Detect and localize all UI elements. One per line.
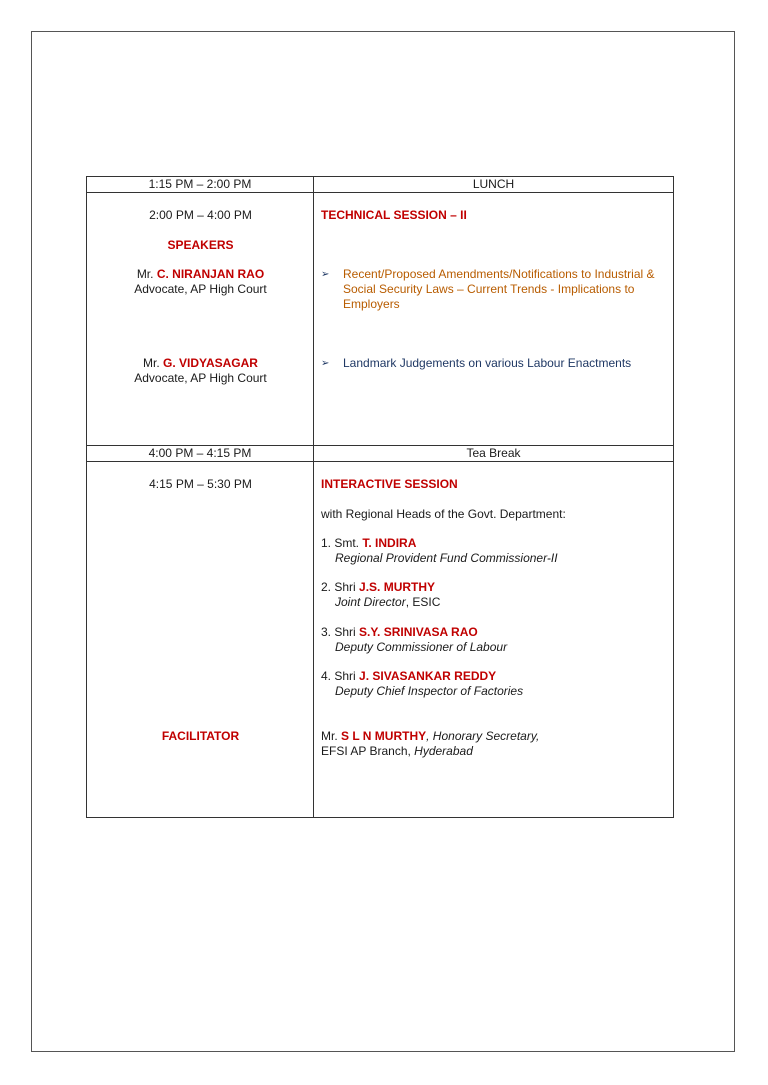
panel-member-3 [321, 625, 667, 655]
topic-1-text: Recent/Proposed Amendments/Notifications to Industrial & Social Security Laws – Current Trends - Implications to Employers [343, 267, 655, 311]
panel-member-1 [321, 536, 667, 566]
speaker-2 [87, 356, 314, 386]
interactive-session-row [87, 461, 673, 817]
bullet-arrow-icon: ➢ [321, 269, 330, 280]
panel-member-3-designation: Deputy Commissioner of Labour [335, 640, 508, 654]
technical-session-left-cell [87, 193, 314, 445]
facilitator-details [321, 729, 667, 759]
facilitator-name: S L N MURTHY [341, 729, 427, 743]
facilitator-prefix: Mr. [321, 729, 338, 743]
speaker-2-name: G. VIDYASAGAR [163, 356, 258, 370]
panel-member-1-name: T. INDIRA [362, 536, 417, 550]
panel-member-2 [321, 580, 667, 610]
speaker-2-prefix: Mr. [143, 356, 160, 370]
facilitator-org: EFSI AP Branch, [321, 744, 415, 758]
speaker-1-name: C. NIRANJAN RAO [156, 267, 265, 281]
speaker-1-prefix: Mr. [136, 267, 154, 281]
lunch-label: LUNCH [472, 177, 515, 191]
panel-member-4-num: 4. Shri [321, 669, 356, 683]
panel-member-4-designation: Deputy Chief Inspector of Factories [335, 684, 524, 698]
interactive-session-title: INTERACTIVE SESSION [321, 477, 458, 491]
technical-session-title: TECHNICAL SESSION – II [321, 208, 467, 222]
facilitator-city: Hyderabad [414, 744, 473, 758]
topic-1 [321, 267, 667, 312]
speakers-heading: SPEAKERS [167, 238, 234, 252]
technical-session-right-cell [314, 193, 673, 445]
panel-member-2-designation: Joint Director [335, 595, 406, 609]
panel-member-2-name: J.S. MURTHY [359, 580, 436, 594]
interactive-intro: with Regional Heads of the Govt. Department: [321, 507, 566, 521]
panel-member-4 [321, 669, 667, 699]
interactive-session-right-cell [314, 462, 673, 817]
technical-session-row [87, 192, 673, 445]
interactive-session-time: 4:15 PM – 5:30 PM [149, 477, 252, 491]
panel-member-3-num: 3. Shri [321, 625, 356, 639]
schedule-table [86, 176, 674, 818]
panel-member-1-designation: Regional Provident Fund Commissioner-II [335, 551, 558, 565]
facilitator-heading: FACILITATOR [161, 729, 240, 743]
speaker-2-role: Advocate, AP High Court [134, 371, 267, 385]
panel-member-3-name: S.Y. SRINIVASA RAO [359, 625, 478, 639]
topic-2 [321, 356, 667, 371]
interactive-session-left-cell [87, 462, 314, 817]
bullet-arrow-icon: ➢ [321, 358, 330, 369]
speaker-1 [87, 267, 314, 297]
panel-member-1-num: 1. Smt. [321, 536, 360, 550]
topic-2-text: Landmark Judgements on various Labour Enactments [343, 356, 632, 370]
speaker-1-role: Advocate, AP High Court [134, 282, 267, 296]
panel-member-4-name: J. SIVASANKAR REDDY [359, 669, 497, 683]
facilitator-title: , Honorary Secretary, [426, 729, 540, 743]
lunch-time: 1:15 PM – 2:00 PM [87, 177, 314, 192]
tea-break-row [87, 445, 673, 461]
panel-member-2-num: 2. Shri [321, 580, 356, 594]
tea-break-time: 4:00 PM – 4:15 PM [87, 446, 314, 461]
tea-break-label: Tea Break [466, 446, 521, 460]
technical-session-time: 2:00 PM – 4:00 PM [149, 208, 252, 222]
lunch-row [87, 177, 673, 192]
panel-member-2-org: , ESIC [405, 595, 441, 609]
